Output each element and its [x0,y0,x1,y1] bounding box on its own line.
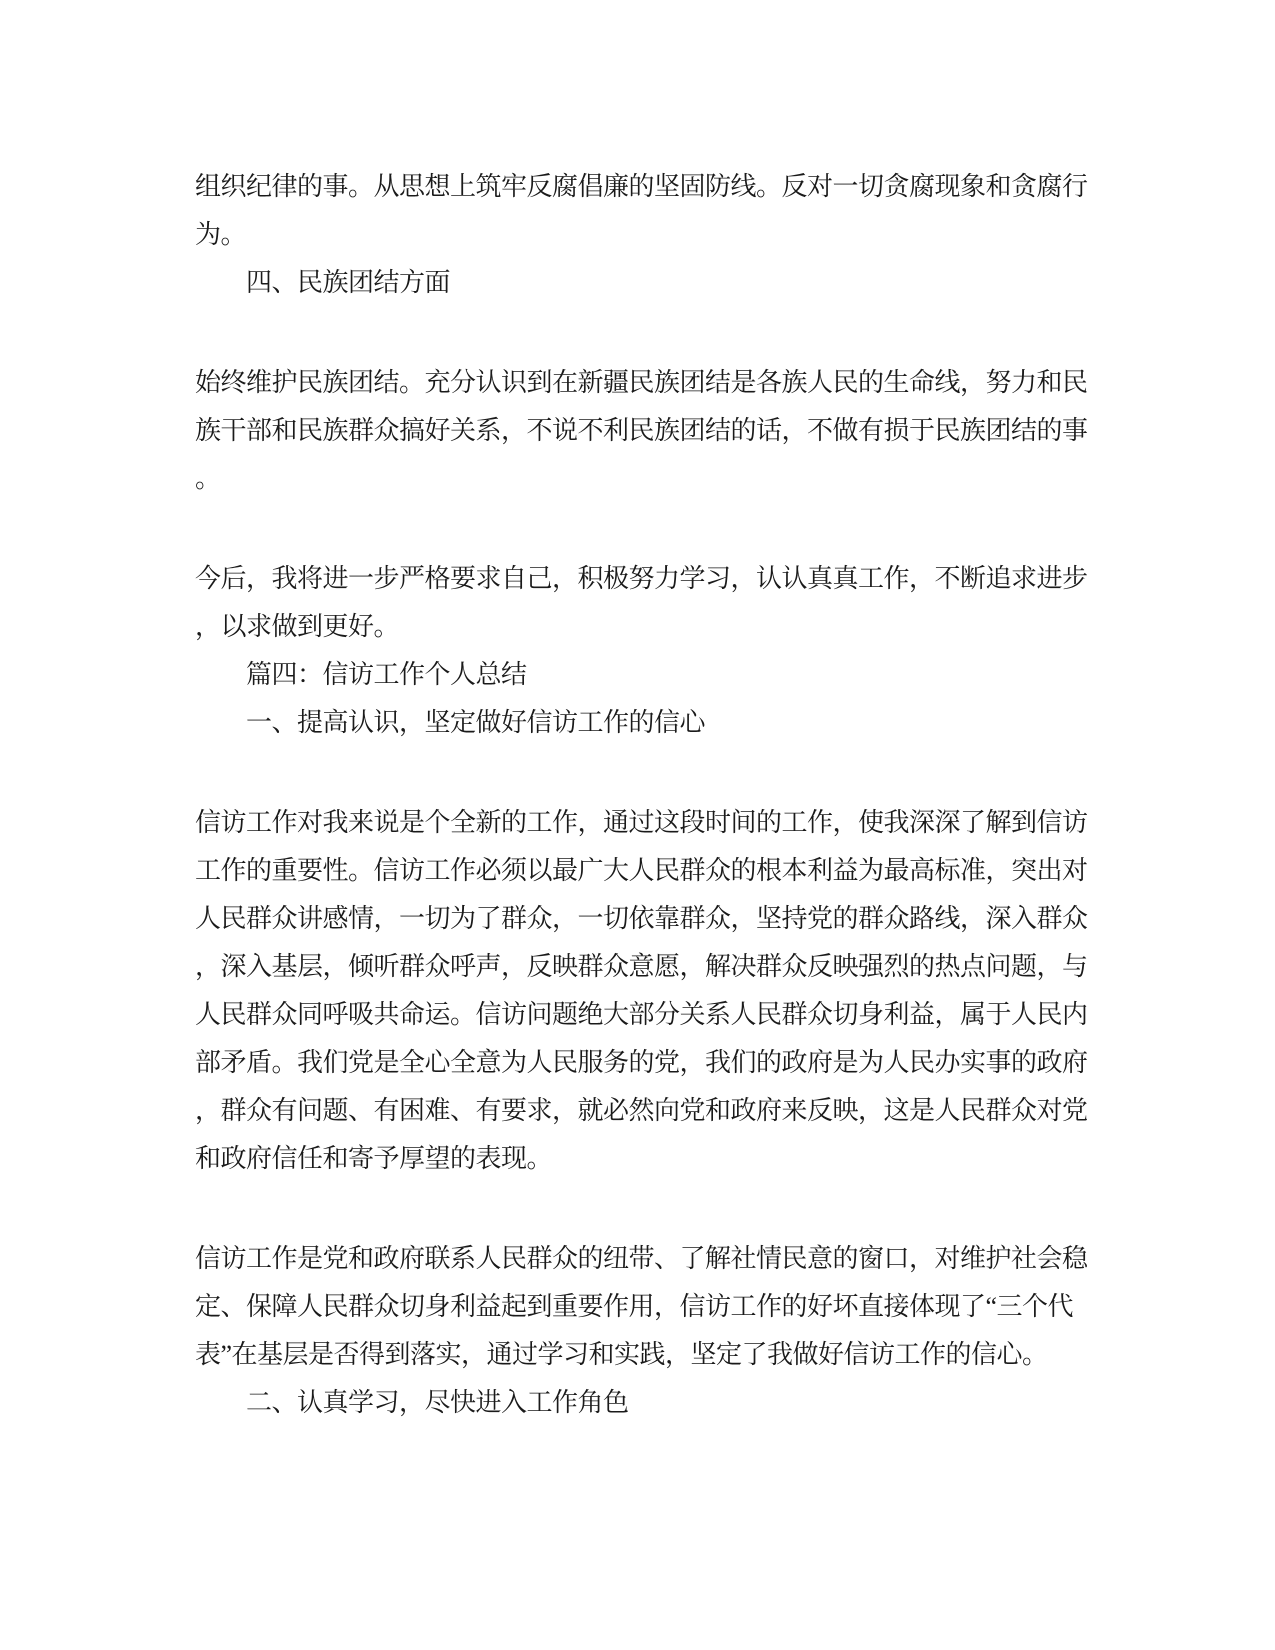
text-line: 一、提高认识，坚定做好信访工作的信心 [246,708,706,737]
text-line: 信访工作对我来说是个全新的工作，通过这段时间的工作，使我深深了解到信访 [195,808,1088,837]
body-paragraph [195,163,1089,259]
text-line: ，深入基层，倾听群众呼声，反映群众意愿，解决群众反映强烈的热点问题，与 [195,952,1088,981]
heading-paragraph [195,651,1089,699]
body-paragraph [195,1235,1089,1379]
text-line: 表”在基层是否得到落实，通过学习和实践，坚定了我做好信访工作的信心。 [195,1340,1048,1369]
text-line: 篇四：信访工作个人总结 [246,660,527,689]
text-line: 工作的重要性。信访工作必须以最广大人民群众的根本利益为最高标准，突出对 [195,856,1088,885]
text-line: 始终维护民族团结。充分认识到在新疆民族团结是各族人民的生命线，努力和民 [195,368,1088,397]
blank-line [195,307,1089,359]
body-paragraph [195,799,1089,1183]
body-paragraph [195,359,1089,503]
heading-paragraph [195,259,1089,307]
blank-line [195,1183,1089,1235]
text-line: 今后，我将进一步严格要求自己，积极努力学习，认认真真工作，不断追求进步 [195,564,1088,593]
body-paragraph [195,555,1089,651]
text-line: ，群众有问题、有困难、有要求，就必然向党和政府来反映，这是人民群众对党 [195,1096,1088,1125]
text-line: 部矛盾。我们党是全心全意为人民服务的党，我们的政府是为人民办实事的政府 [195,1048,1088,1077]
heading-paragraph [195,699,1089,747]
text-line: 为。 [195,220,247,249]
text-line: 二、认真学习，尽快进入工作角色 [246,1388,629,1417]
text-line: 信访工作是党和政府联系人民群众的纽带、了解社情民意的窗口，对维护社会稳 [195,1244,1088,1273]
heading-paragraph [195,1379,1089,1427]
text-line: 。 [195,464,221,493]
text-line: 定、保障人民群众切身利益起到重要作用，信访工作的好坏直接体现了“三个代 [195,1292,1074,1321]
text-line: 族干部和民族群众搞好关系，不说不利民族团结的话，不做有损于民族团结的事 [195,416,1088,445]
text-line: 人民群众同呼吸共命运。信访问题绝大部分关系人民群众切身利益，属于人民内 [195,1000,1088,1029]
text-line: 人民群众讲感情，一切为了群众，一切依靠群众，坚持党的群众路线，深入群众 [195,904,1088,933]
document-text [195,163,1089,1427]
blank-line [195,503,1089,555]
text-line: 和政府信任和寄予厚望的表现。 [195,1144,553,1173]
paragraph-spacer [195,503,1089,555]
text-line: 组织纪律的事。从思想上筑牢反腐倡廉的坚固防线。反对一切贪腐现象和贪腐行 [195,172,1088,201]
paragraph-spacer [195,747,1089,799]
text-line: 四、民族团结方面 [246,268,451,297]
blank-line [195,747,1089,799]
text-line: ，以求做到更好。 [195,612,400,641]
paragraph-spacer [195,1183,1089,1235]
paragraph-spacer [195,307,1089,359]
